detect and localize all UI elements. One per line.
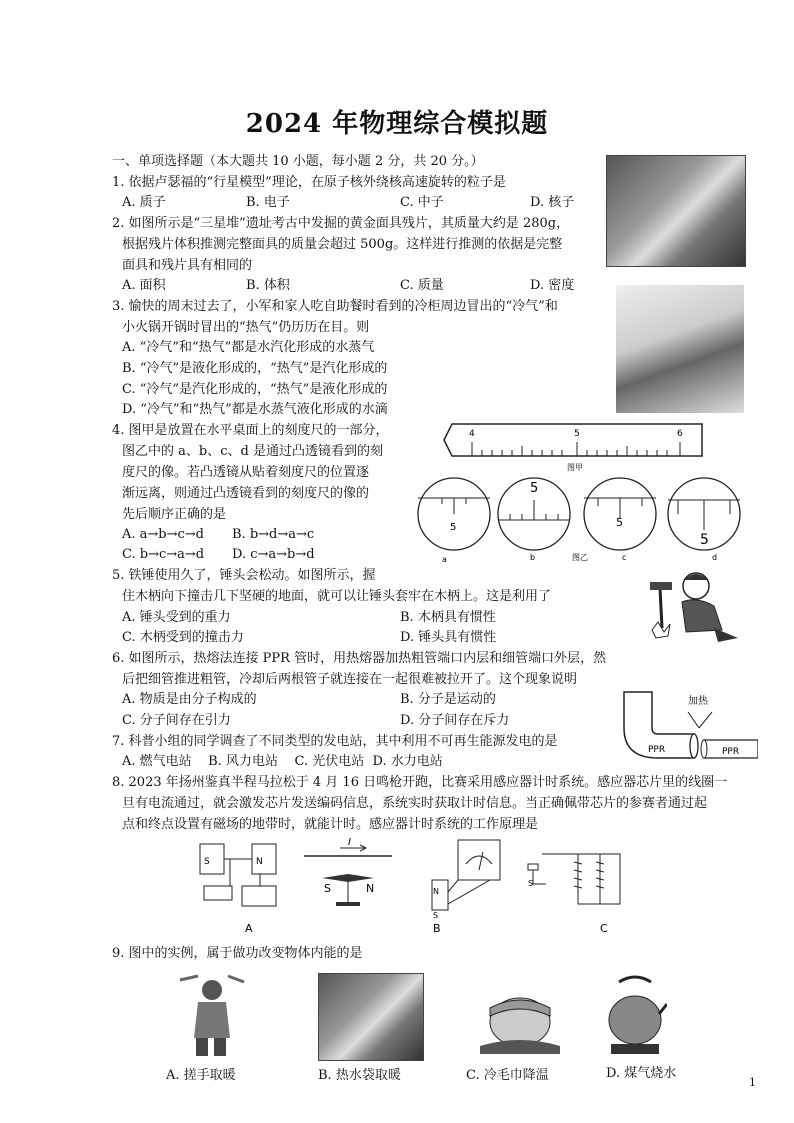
- q9-option-b: B. 热水袋取暖: [318, 1068, 401, 1083]
- q5-option-d: D. 锤头具有惯性: [400, 630, 497, 645]
- figure-c-electromagnet: [528, 854, 620, 935]
- ruler-tick-label: 6: [677, 429, 683, 439]
- q6-line1: 6. 如图所示，热熔法连接 PPR 管时，用热熔器加热粗管端口内层和细管端口外层，然: [112, 651, 607, 666]
- q6-option-c: C. 分子间存在引力: [122, 713, 231, 728]
- lens-label: a: [442, 555, 447, 564]
- q7-line1: 7. 科普小组的同学调查了不同类型的发电站，其中利用不可再生能源发电的是: [112, 734, 558, 749]
- svg-text:5: 5: [616, 516, 623, 529]
- q9-option-a: A. 搓手取暖: [166, 1068, 236, 1083]
- svg-text:S: S: [433, 911, 439, 920]
- q4-option-d: D. c→a→b→d: [232, 547, 315, 562]
- svg-text:S: S: [528, 879, 534, 888]
- fridge-steam-photo: [616, 285, 744, 413]
- q2-option-d: D. 密度: [530, 278, 575, 293]
- hammer-boy-figure: [622, 566, 742, 646]
- q3-line2: 小火锅开锅时冒出的“热气”仍历历在目。则: [122, 320, 370, 335]
- q5-option-b: B. 木柄具有惯性: [400, 610, 496, 625]
- lens-label: c: [622, 553, 627, 562]
- q2-option-b: B. 体积: [246, 278, 290, 293]
- q8-option-figures: [190, 834, 630, 938]
- gold-mask-photo: [606, 155, 746, 267]
- svg-text:N: N: [433, 887, 439, 896]
- fig-b-label: B: [433, 922, 441, 935]
- q9-option-d: D. 煤气烧水: [606, 1066, 677, 1081]
- fig-yi-caption: 图乙: [572, 553, 588, 562]
- oersted-n-label: N: [366, 882, 375, 895]
- q4-line1: 4. 图甲是放置在水平桌面上的刻度尺的一部分，: [112, 423, 389, 438]
- q2-option-c: C. 质量: [400, 278, 444, 293]
- lens-label: b: [530, 553, 536, 562]
- q5-option-c: C. 木柄受到的撞击力: [122, 630, 244, 645]
- q1-option-a: A. 质子: [122, 195, 166, 210]
- q4-line4: 渐远离，则通过凸透镜看到的刻度尺的像的: [122, 486, 370, 501]
- q7-options: A. 燃气电站 B. 风力电站 C. 光伏电站 D. 水力电站: [122, 754, 443, 769]
- ppr-label-thick: PPR: [648, 745, 666, 755]
- q4-option-c: C. b→c→a→d: [122, 547, 205, 562]
- q3-option-d: D. “冷气”和“热气”都是水蒸气液化形成的水滴: [122, 402, 388, 417]
- q1-option-d: D. 核子: [530, 195, 575, 210]
- q3-line1: 3. 愉快的周末过去了，小军和家人吃自助餐时看到的冷柜周边冒出的“冷气”和: [112, 299, 558, 314]
- q6-option-d: D. 分子间存在斥力: [400, 713, 510, 728]
- page-number: 1: [749, 1076, 756, 1089]
- q3-option-a: A. “冷气”和“热气”都是水汽化形成的水蒸气: [122, 340, 375, 355]
- ruler-figure-jia: [444, 424, 702, 472]
- page-title: 2024 年物理综合模拟题: [245, 109, 549, 139]
- heat-label: 加热: [688, 696, 708, 707]
- section-heading: 一、单项选择题（本大题共 10 小题，每小题 2 分，共 20 分。）: [112, 154, 484, 169]
- oersted-s-label: S: [324, 882, 331, 895]
- q4-option-a: A. a→b→c→d: [122, 527, 205, 542]
- q2-line2: 根据残片体积推测完整面具的质量会超过 500g。这样进行推测的依据是完整: [122, 237, 563, 252]
- ppr-pipe-figure: [618, 688, 758, 760]
- ruler-lens-figure: [412, 418, 742, 568]
- q3-option-b: B. “冷气”是液化形成的，“热气”是汽化形成的: [122, 361, 388, 376]
- ppr-label-thin: PPR: [722, 747, 740, 757]
- q6-option-a: A. 物质是由分子构成的: [122, 692, 257, 707]
- fig-c-label: C: [600, 922, 608, 935]
- q6-option-b: B. 分子是运动的: [400, 692, 496, 707]
- q1-stem: 1. 依据卢瑟福的“行星模型”理论，在原子核外绕核高速旋转的粒子是: [112, 175, 506, 190]
- cold-towel-image: [470, 984, 570, 1054]
- lens-views: [418, 478, 740, 550]
- q5-option-a: A. 锤头受到的重力: [122, 610, 231, 625]
- lens-label: d: [712, 553, 718, 562]
- q2-line3: 面具和残片具有相同的: [122, 258, 253, 273]
- q5-line2: 住木柄向下撞击几下坚硬的地面，就可以让锤头套牢在木柄上。这是利用了: [122, 589, 552, 604]
- q4-line2: 图乙中的 a、b、c、d 是通过凸透镜看到的刻: [122, 444, 383, 459]
- svg-text:5: 5: [450, 522, 457, 533]
- q4-line3: 度尺的像。若凸透镜从贴着刻度尺的位置逐: [122, 465, 370, 480]
- gas-kettle-image: [603, 974, 667, 1058]
- q8-line1: 8. 2023 年扬州鉴真半程马拉松于 4 月 16 日鸣枪开跑，比赛采用感应器计时系统。感应器芯片里的线圈一: [112, 775, 728, 790]
- q4-line5: 先后顺序正确的是: [122, 507, 227, 522]
- fig-jia-caption: 图甲: [567, 463, 583, 472]
- q9-option-c: C. 冷毛巾降温: [466, 1068, 549, 1083]
- rubbing-hands-image: [178, 972, 248, 1058]
- fig-a-label: A: [245, 922, 253, 935]
- svg-text:5: 5: [700, 532, 709, 548]
- q2-option-a: A. 面积: [122, 278, 166, 293]
- q4-option-b: B. b→d→a→c: [232, 527, 315, 542]
- figure-b-galvanometer: [432, 840, 500, 935]
- svg-text:5: 5: [530, 481, 539, 496]
- ruler-tick-label: 4: [469, 429, 475, 439]
- q1-option-b: B. 电子: [246, 195, 290, 210]
- figure-oersted: [304, 837, 392, 906]
- svg-text:N: N: [256, 857, 263, 867]
- q5-line1: 5. 铁锤使用久了，锤头会松动。如图所示，握: [112, 568, 376, 583]
- q6-line2: 后把细管推进粗管，冷却后两根管子就连接在一起很难被拉开了。这个现象说明: [122, 672, 578, 687]
- q9-line1: 9. 图中的实例，属于做功改变物体内能的是: [112, 946, 363, 961]
- q3-option-c: C. “冷气”是汽化形成的，“热气”是液化形成的: [122, 382, 388, 397]
- svg-text:S: S: [204, 857, 210, 867]
- hot-water-bag-photo: [318, 973, 424, 1061]
- current-label: I: [348, 837, 351, 848]
- ruler-tick-label: 5: [574, 429, 580, 439]
- figure-a-generator: [200, 844, 276, 935]
- q8-line3: 点和终点设置有磁场的地带时，就能计时。感应器计时系统的工作原理是: [122, 817, 539, 832]
- q8-line2: 旦有电流通过，就会激发芯片发送编码信息，系统实时获取计时信息。当正确佩带芯片的参赛者通过起: [122, 796, 708, 811]
- q1-option-c: C. 中子: [400, 195, 444, 210]
- q2-line1: 2. 如图所示是“三星堆”遗址考古中发掘的黄金面具残片，其质量大约是 280g，: [112, 216, 570, 231]
